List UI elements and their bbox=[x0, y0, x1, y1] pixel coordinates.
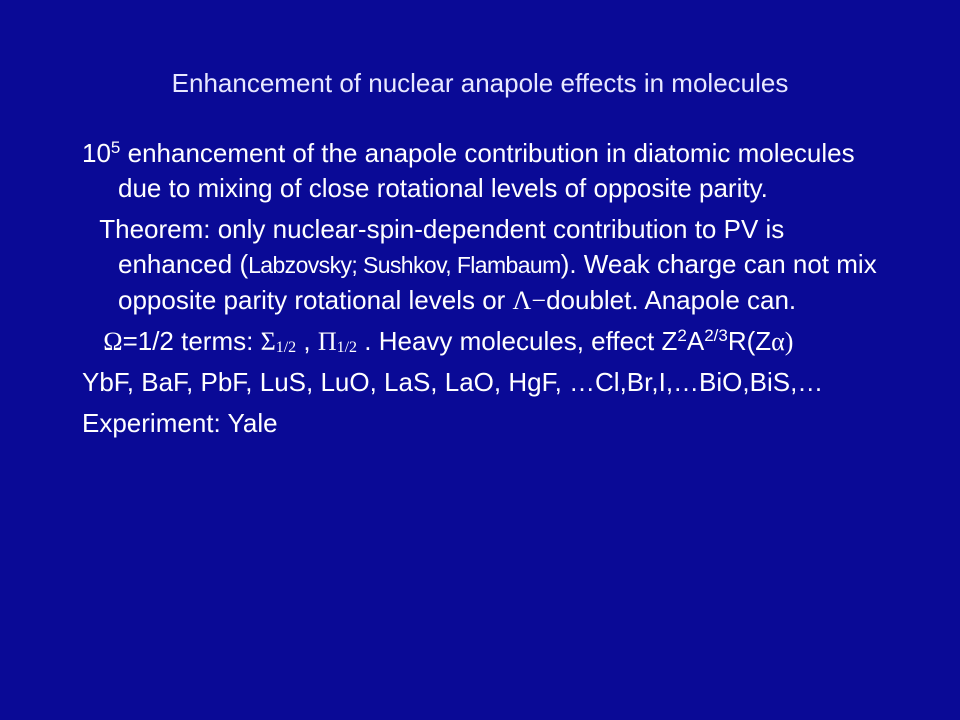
sigma-symbol: Σ bbox=[260, 327, 276, 356]
a-exponent: 2/3 bbox=[704, 326, 728, 345]
lambda-symbol: Λ− bbox=[512, 286, 547, 315]
r-close-paren: ) bbox=[784, 327, 794, 356]
theorem-text-before: Theorem: only nuclear-spin-dependent contribution to PV is enhanced ( bbox=[99, 214, 785, 279]
z-symbol: Z bbox=[661, 326, 678, 356]
slide-title: Enhancement of nuclear anapole effects in molecules bbox=[171, 68, 789, 98]
paragraph-molecules: YbF, BaF, PbF, LuS, LuO, LaS, LaO, HgF, …Cl,Br,I,…BiO,BiS,… bbox=[82, 367, 824, 397]
paragraph-theorem bbox=[82, 212, 902, 318]
a-symbol: A bbox=[686, 326, 705, 356]
pi-subscript: 1/2 bbox=[336, 339, 358, 356]
r-function: R(Z bbox=[727, 326, 772, 356]
paragraph-terms bbox=[82, 324, 902, 359]
omega-symbol: Ω bbox=[103, 327, 123, 356]
enhancement-exponent: 5 bbox=[110, 138, 121, 157]
theorem-text-end: doublet. Anapole can. bbox=[546, 285, 797, 315]
terms-comma: , bbox=[296, 326, 318, 356]
sigma-subscript: 1/2 bbox=[275, 339, 297, 356]
alpha-symbol: α bbox=[771, 327, 785, 356]
theorem-text-after: ). Weak charge can not mix opposite parity rotational levels or bbox=[118, 249, 877, 315]
z-exponent: 2 bbox=[677, 326, 687, 345]
terms-effect-text: . Heavy molecules, effect bbox=[357, 326, 662, 356]
paragraph-experiment: Experiment: Yale bbox=[82, 408, 278, 438]
pi-symbol: Π bbox=[317, 327, 337, 356]
theorem-references: Labzovsky; Sushkov, Flambaum bbox=[248, 252, 561, 278]
terms-text: =1/2 terms: bbox=[122, 326, 261, 356]
enhancement-text: enhancement of the anapole contribution in diatomic molecules due to mixing of close rotational levels of opposite parity. bbox=[118, 138, 855, 203]
enhancement-base: 10 bbox=[82, 138, 111, 168]
paragraph-enhancement bbox=[82, 136, 902, 206]
slide-body bbox=[82, 136, 902, 447]
